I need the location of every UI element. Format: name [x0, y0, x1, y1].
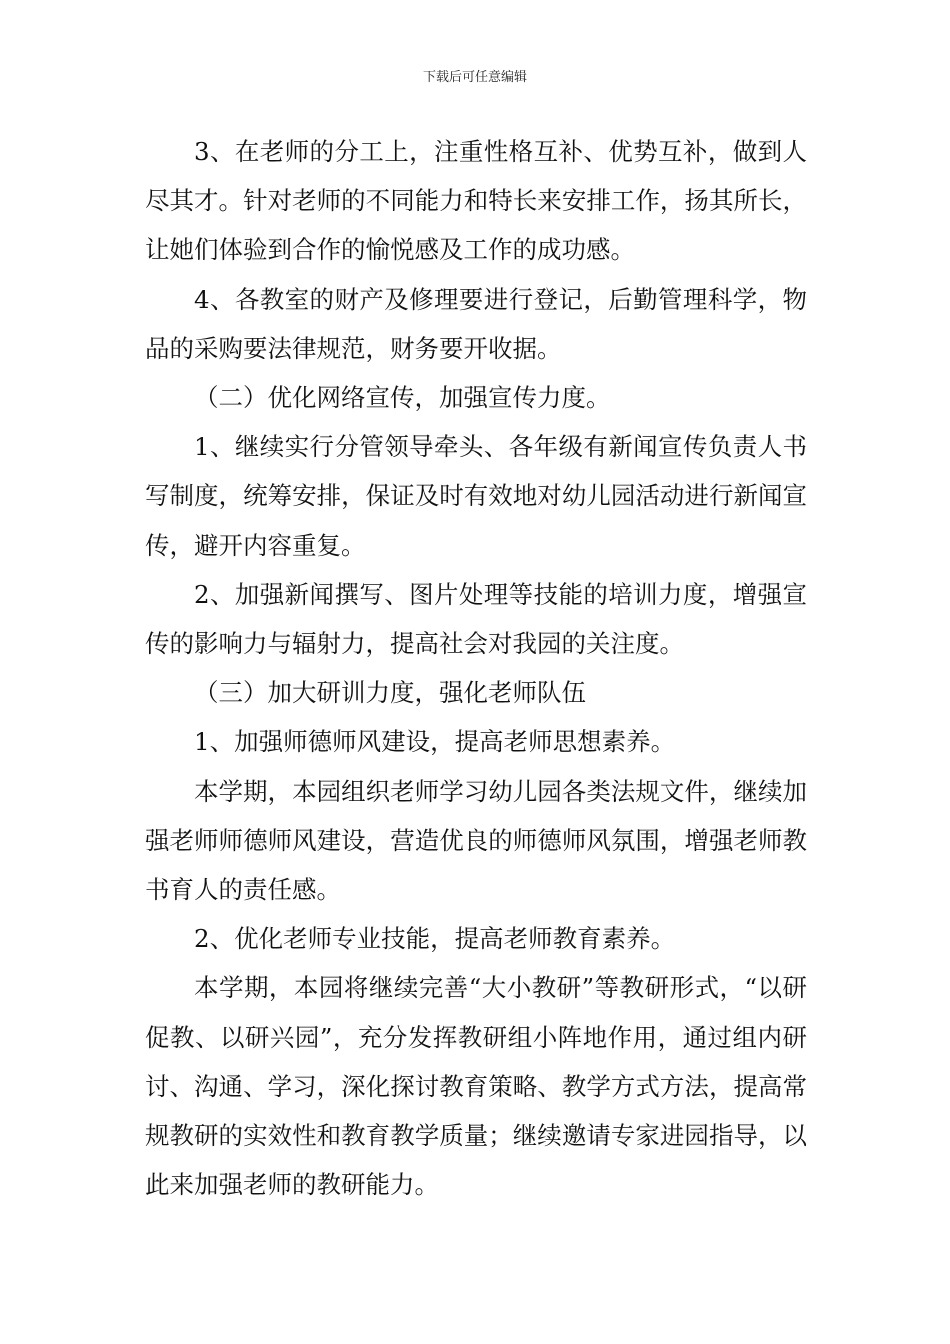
- section-heading: （三）加大研训力度，强化老师队伍: [194, 678, 586, 708]
- page-header-note: 下载后可任意编辑: [422, 70, 527, 85]
- paragraph: 2、加强新闻撰写、图片处理等技能的培训力度，增强宣传的影响力与辐射力，提高社会对我园的关注度。: [145, 579, 807, 659]
- paragraph: 1、加强师德师风建设，提高老师思想素养。: [194, 727, 676, 757]
- paragraph: 1、继续实行分管领导牵头、各年级有新闻宣传负责人书写制度，统筹安排，保证及时有效地对幼儿园活动进行新闻宣传，避开内容重复。: [145, 432, 807, 560]
- paragraph: 4、各教室的财产及修理要进行登记，后勤管理科学，物品的采购要法律规范，财务要开收据。: [145, 284, 807, 363]
- paragraph: 3、在老师的分工上，注重性格互补、优势互补，做到人尽其才。针对老师的不同能力和特长来安排工作，扬其所长，让她们体验到合作的愉悦感及工作的成功感。: [145, 137, 807, 265]
- paragraph: 本学期，本园将继续完善“大小教研”等教研形式，“以研促教、以研兴园”，充分发挥教研组小阵地作用，通过组内研讨、沟通、学习，深化探讨教育策略、教学方式方法，提高常规教研的实效性和教育教学质量；继续邀请专家进园指导，以此来加强老师的教研能力。: [145, 973, 807, 1200]
- section-heading: （二）优化网络宣传，加强宣传力度。: [194, 383, 611, 413]
- paragraph: 本学期，本园组织老师学习幼儿园各类法规文件，继续加强老师师德师风建设，营造优良的师德师风氛围，增强老师教书育人的责任感。: [145, 776, 807, 905]
- paragraph: 2、优化老师专业技能，提高老师教育素养。: [194, 924, 676, 954]
- document-body: [145, 127, 807, 1209]
